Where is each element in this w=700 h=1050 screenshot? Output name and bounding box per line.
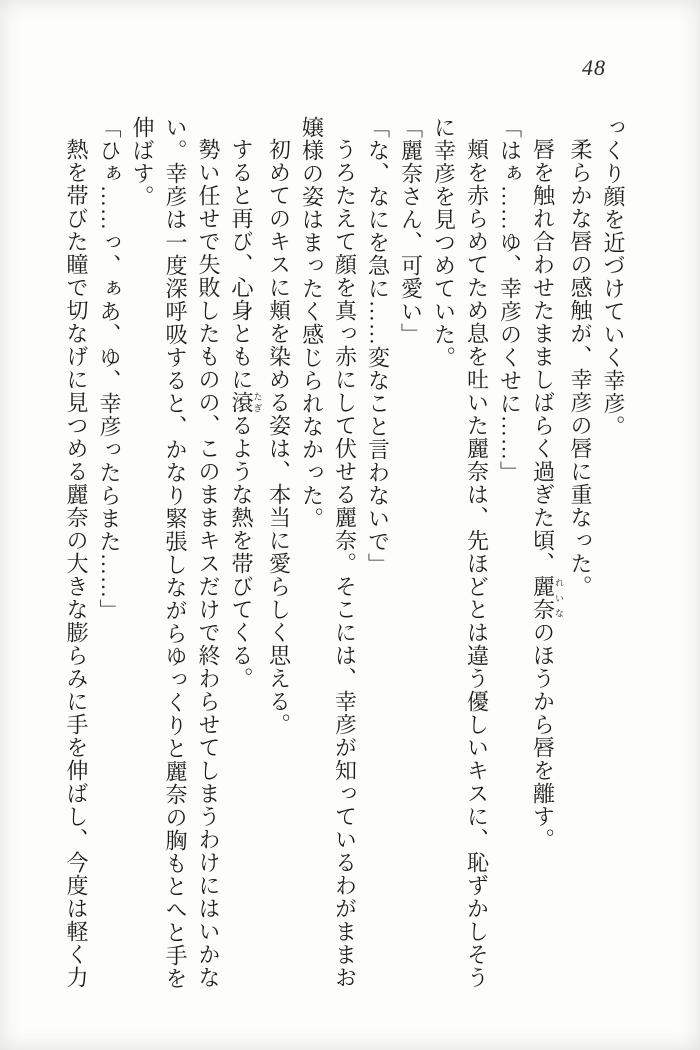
furigana: たぎ bbox=[252, 391, 263, 414]
furigana: れいな bbox=[554, 575, 564, 621]
text-line: 「はぁ……ゆ、幸彦のくせに……」 bbox=[497, 116, 523, 484]
text-line: 「麗奈さん、可愛い」 bbox=[398, 116, 424, 346]
text-line: に幸彦を見つめていた。 bbox=[431, 116, 457, 369]
text-line: 初めてのキスに頬を染める姿は、本当に愛らしく思える。 bbox=[266, 138, 292, 736]
vertical-text-block bbox=[60, 116, 630, 992]
text-line: 伸ばす。 bbox=[130, 116, 155, 208]
page-number: 48 bbox=[582, 55, 606, 80]
text-line: 熱を帯びた瞳で切なげに見つめる麗奈の大きな膨らみに手を伸ばし、今度は軽く力 bbox=[64, 138, 89, 989]
text-line: い。幸彦は一度深呼吸すると、かなり緊張しながらゆっくりと麗奈の胸もとへと手を bbox=[163, 116, 188, 990]
ruby-annotated-word: 滾たぎ bbox=[229, 391, 263, 414]
text-line: すると再び、心身ともに滾たぎるような熱を帯びてくる。 bbox=[229, 138, 263, 690]
text-line: 勢い任せで失敗したものの、このままキスだけで終わらせてしまうわけにはいかな bbox=[196, 138, 221, 989]
text-line: 「ひぁ……っ、ぁあ、ゆ、幸彦ったらまた……」 bbox=[97, 116, 122, 622]
text-line: 嬢様の姿はまったく感じられなかった。 bbox=[299, 116, 325, 530]
ruby-annotated-word: 麗奈れいな bbox=[530, 575, 564, 621]
text-line: 柔らかな唇の感触が、幸彦の唇に重なった。 bbox=[568, 138, 593, 598]
text-line: 「な、なにを急に……変なこと言わないで」 bbox=[365, 116, 391, 576]
text-line: うろたえて顔を真っ赤にして伏せる麗奈。そこには、幸彦が知っているわがままお bbox=[332, 138, 358, 989]
text-line: っくり顔を近づけていく幸彦。 bbox=[601, 116, 626, 438]
text-line: 頬を赤らめてため息を吐いた麗奈は、先ほどとは違う優しいキスに、恥ずかしそう bbox=[464, 138, 490, 989]
text-line: 唇を触れ合わせたまましばらく過ぎた頃、麗奈れいなのほうから唇を離す。 bbox=[530, 138, 564, 851]
